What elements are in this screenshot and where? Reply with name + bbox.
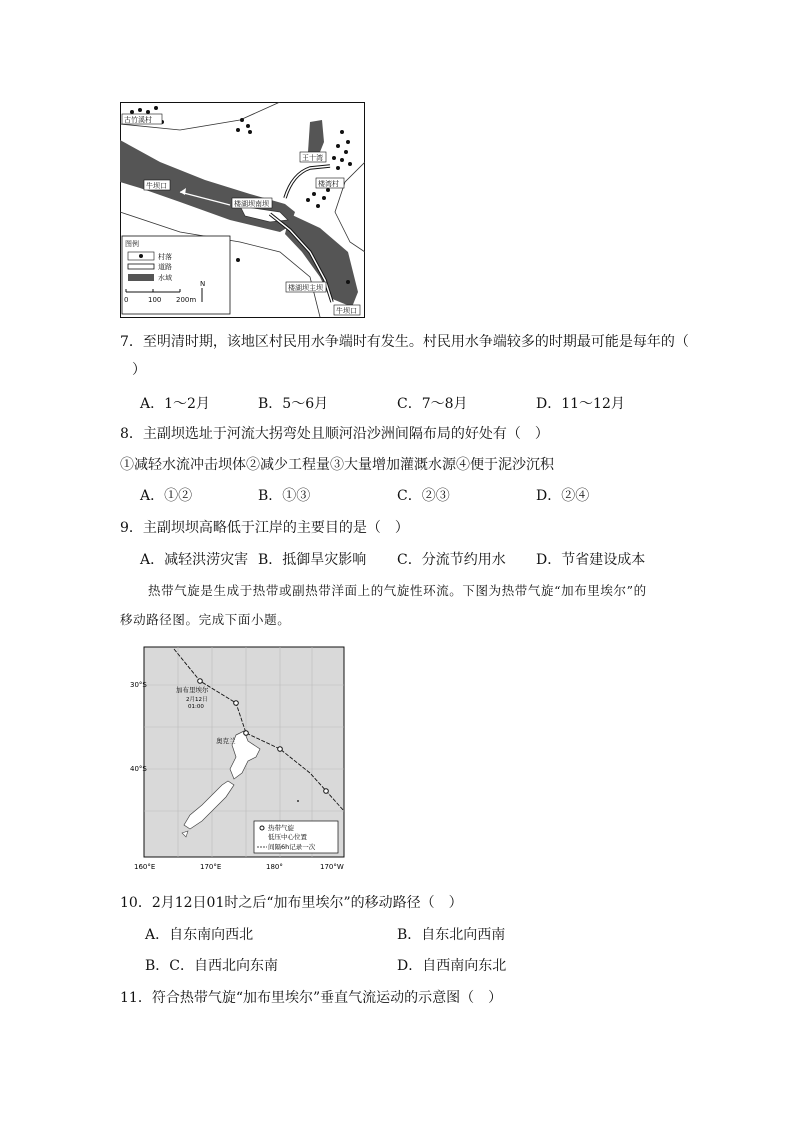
lon-160e: 160°E: [134, 863, 156, 871]
lon-170w: 170°W: [320, 863, 344, 871]
q8-option-c[interactable]: C．②③: [397, 488, 450, 504]
cyclone-legend: [254, 821, 338, 853]
intro-line1: 热带气旋是生成于热带或副热带洋面上的气旋性环流。下图为热带气旋“加布里埃尔”的: [148, 583, 647, 598]
q10-option-c[interactable]: B．C．自西北向东南: [145, 958, 278, 974]
svg-text:水域: 水域: [158, 274, 172, 282]
label-wangjia: 王十湾: [302, 154, 323, 162]
q7-option-b[interactable]: B．5～6月: [258, 396, 329, 412]
label-main-dam: 楼湖坝南坝: [234, 200, 269, 208]
cyclone-map: [130, 645, 360, 875]
q7-stem: 7．至明清时期，该地区村民用水争端时有发生。村民用水争端较多的时期最可能是每年的（: [120, 334, 689, 350]
svg-text:道路: 道路: [158, 263, 172, 271]
q10-option-d[interactable]: D．自西南向东北: [397, 958, 507, 974]
svg-text:200m: 200m: [176, 296, 197, 304]
lat-40: 40°S: [130, 765, 147, 773]
svg-text:100: 100: [148, 296, 162, 304]
q8-stem: 8．主副坝选址于河流大拐弯处且顺河沿沙洲间隔布局的好处有（ ）: [120, 426, 549, 442]
storm-date: 2月12日: [186, 697, 208, 703]
q9-option-c[interactable]: C．分流节约用水: [397, 552, 506, 568]
label-niubang2: 牛坝口: [336, 307, 357, 315]
intro-line2: 移动路径图。完成下面小题。: [120, 612, 291, 627]
label-loudi: 楼湾村: [318, 180, 339, 188]
q8-statements: ①减轻水流冲击坝体②减少工程量③大量增加灌溉水源④便于泥沙沉积: [120, 457, 554, 473]
label-niubang1: 牛坝口: [146, 182, 167, 190]
svg-text:0: 0: [124, 296, 129, 304]
label-sub-dam: 楼湖坝主坝: [288, 284, 323, 292]
svg-text:间隔6h记录一次: 间隔6h记录一次: [268, 843, 316, 851]
storm-label: 加布里埃尔: [176, 686, 209, 694]
q9-stem: 9．主副坝坝高略低于江岸的主要目的是（ ）: [120, 520, 409, 536]
q7-stem-close: ）: [132, 362, 146, 378]
lon-170e: 170°E: [200, 863, 222, 871]
river-map: [120, 102, 365, 318]
lat-30: 30°S: [130, 681, 147, 689]
q7-option-a[interactable]: A．1～2月: [140, 396, 210, 412]
q7-option-d[interactable]: D．11～12月: [536, 396, 625, 412]
svg-text:热带气旋: 热带气旋: [268, 824, 294, 832]
svg-text:低压中心位置: 低压中心位置: [268, 833, 307, 841]
svg-text:图例: 图例: [125, 240, 139, 248]
q8-option-d[interactable]: D．②④: [536, 488, 590, 504]
q10-option-b[interactable]: B．自东北向西南: [397, 927, 506, 943]
auckland-label: 奥克兰: [216, 737, 236, 745]
q8-option-b[interactable]: B．①③: [258, 488, 311, 504]
q9-option-a[interactable]: A．减轻洪涝灾害: [140, 552, 249, 568]
q8-option-a[interactable]: A．①②: [140, 488, 193, 504]
svg-text:村落: 村落: [158, 253, 172, 261]
storm-time: 01:00: [188, 704, 204, 710]
q10-option-a[interactable]: A．自东南向西北: [145, 927, 254, 943]
map1-legend: [122, 236, 230, 314]
lon-180: 180°: [266, 863, 283, 871]
q10-stem: 10．2月12日01时之后“加布里埃尔”的移动路径（ ）: [120, 895, 463, 911]
q7-option-c[interactable]: C．7～8月: [397, 396, 468, 412]
svg-text:N: N: [200, 280, 206, 288]
q9-option-b[interactable]: B．抵御旱灾影响: [258, 552, 367, 568]
q11-stem: 11．符合热带气旋“加布里埃尔”垂直气流运动的示意图（ ）: [120, 990, 503, 1006]
label-guzhu: 古竹溪村: [124, 116, 152, 124]
q9-option-d[interactable]: D．节省建设成本: [536, 552, 646, 568]
